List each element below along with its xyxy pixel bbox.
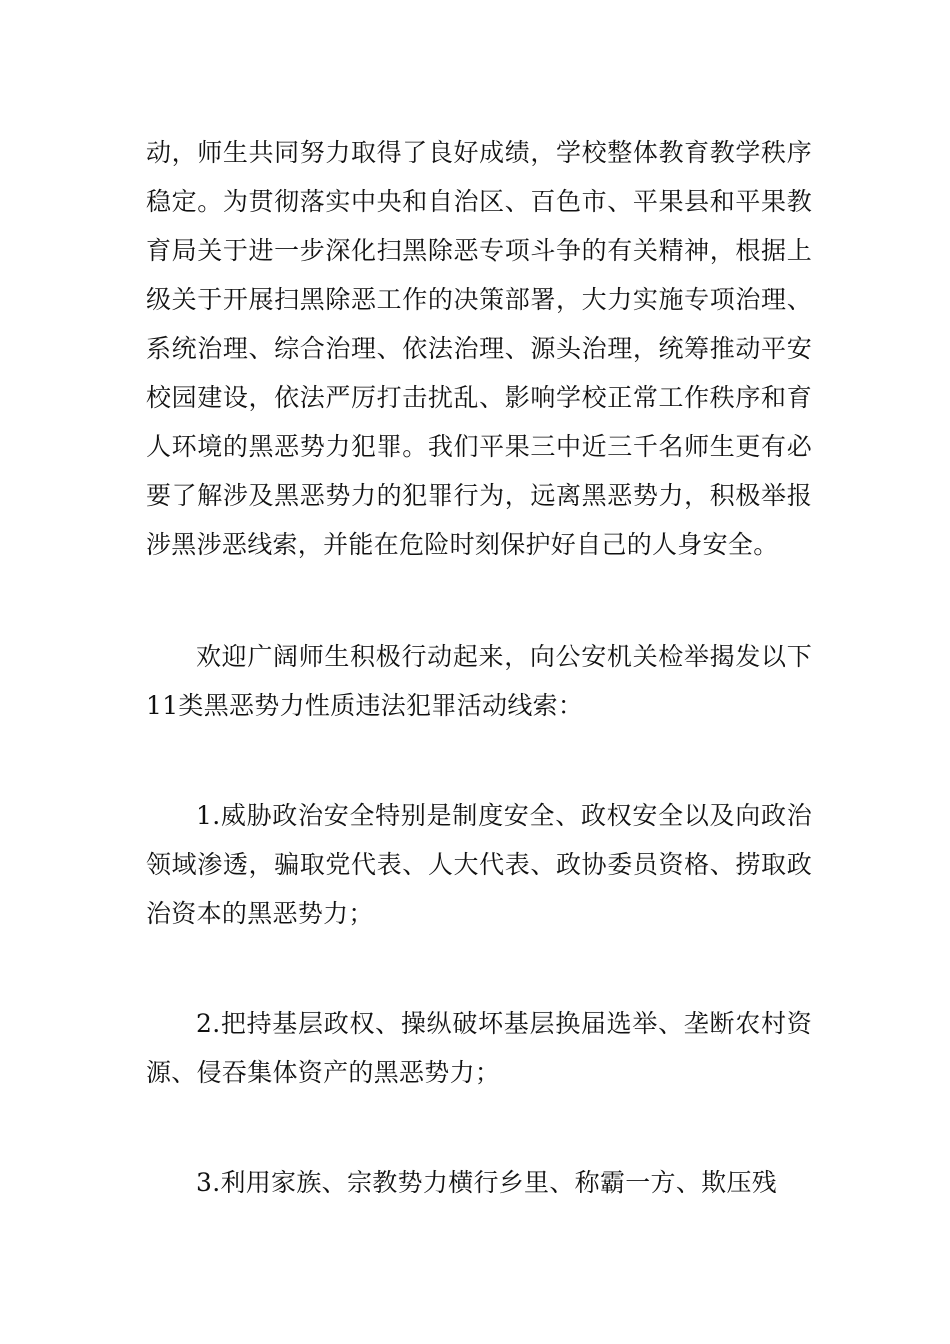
document-body: [146, 128, 812, 1207]
list-item-1: 1.威胁政治安全特别是制度安全、政权安全以及向政治领域渗透，骗取党代表、人大代表、政协委员资格、捞取政治资本的黑恶势力；: [146, 801, 812, 928]
paragraph-intro-continued: 动，师生共同努力取得了良好成绩，学校整体教育教学秩序稳定。为贯彻落实中央和自治区、百色市、平果县和平果教育局关于进一步深化扫黑除恶专项斗争的有关精神，根据上级关于开展扫黑除恶工作的决策部署，大力实施专项治理、系统治理、综合治理、依法治理、源头治理，统筹推动平安校园建设，依法严厉打击扰乱、影响学校正常工作秩序和育人环境的黑恶势力犯罪。我们平果三中近三千名师生更有必要了解涉及黑恶势力的犯罪行为，远离黑恶势力，积极举报涉黑涉恶线索，并能在危险时刻保护好自己的人身安全。: [146, 138, 812, 559]
list-item-2: 2.把持基层政权、操纵破坏基层换届选举、垄断农村资源、侵吞集体资产的黑恶势力；: [146, 1009, 812, 1087]
list-item-3: 3.利用家族、宗教势力横行乡里、称霸一方、欺压残: [196, 1168, 778, 1197]
paragraph-call-to-action: 欢迎广阔师生积极行动起来，向公安机关检举揭发以下11类黑恶势力性质违法犯罪活动线索：: [146, 642, 812, 720]
